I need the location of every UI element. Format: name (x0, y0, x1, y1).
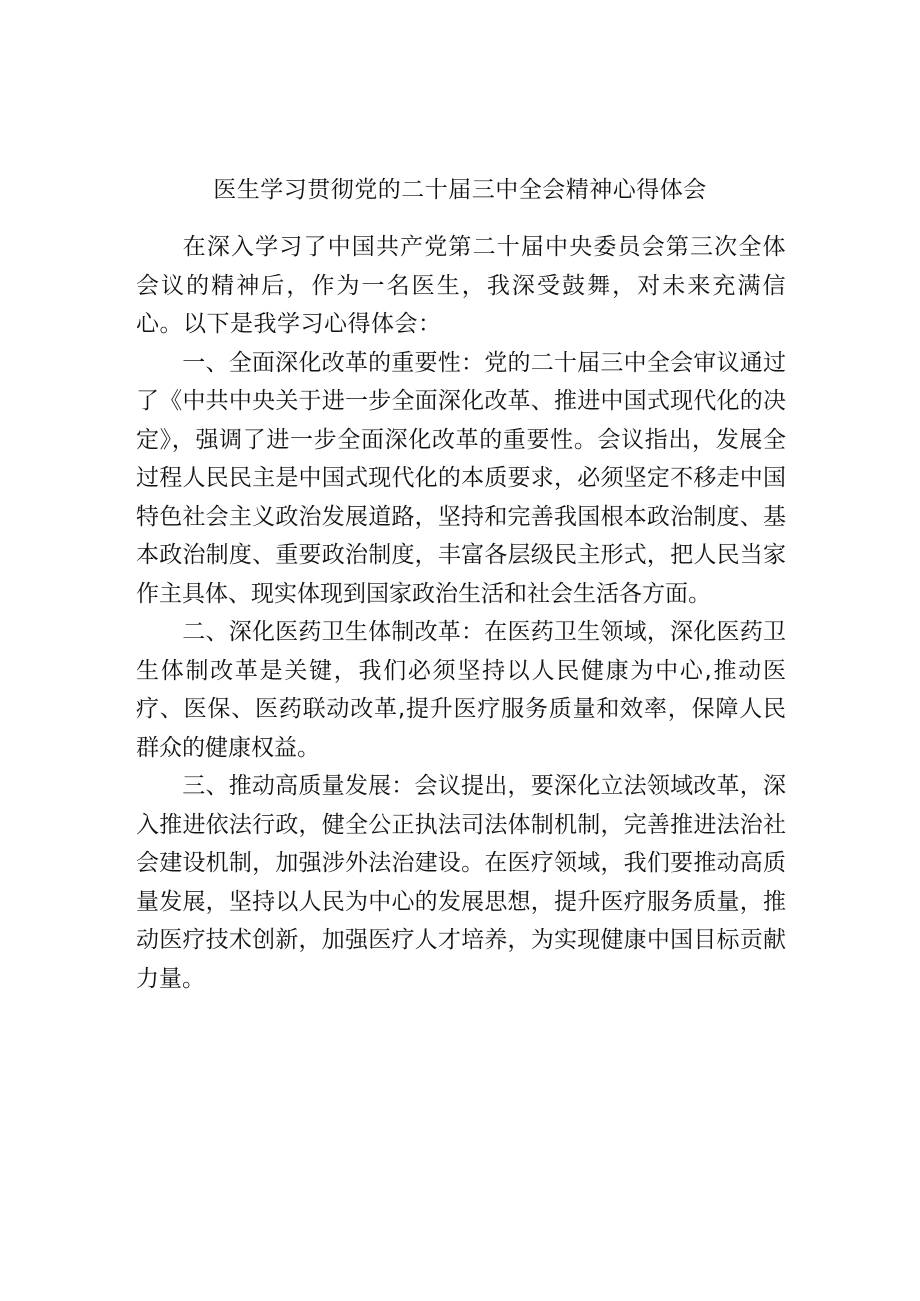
intro-text: 在深入学习了中国共产党第二十届中央委员会第三次全体会议的精神后，作为一名医生，我深受鼓舞，对未来充满信心。以下是我学习心得体会： (136, 234, 786, 337)
section-paragraph-3 (136, 767, 786, 998)
section-text-1: 一、全面深化改革的重要性：党的二十届三中全会审议通过了《中共中央关于进一步全面深化改革、推进中国式现代化的决定》，强调了进一步全面深化改革的重要性。会议指出，发展全过程人民民主是中国式现代化的本质要求，必须坚定不移走中国特色社会主义政治发展道路，坚持和完善我国根本政治制度、基本政治制度、重要政治制度，丰富各层级民主形式，把人民当家作主具体、现实体现到国家政治生活和社会生活各方面。 (136, 349, 786, 607)
section-text-2: 二、深化医药卫生体制改革：在医药卫生领域，深化医药卫生体制改革是关键，我们必须坚持以人民健康为中心,推动医疗、医保、医药联动改革,提升医疗服务质量和效率，保障人民群众的健康权益。 (136, 619, 786, 761)
document-title: 医生学习贯彻党的二十届三中全会精神心得体会 (213, 177, 707, 203)
section-paragraph-1 (136, 344, 786, 614)
section-text-3: 三、推动高质量发展：会议提出，要深化立法领域改革，深入推进依法行政，健全公正执法司法体制机制，完善推进法治社会建设机制，加强涉外法治建设。在医疗领域，我们要推动高质量发展，坚持以人民为中心的发展思想，提升医疗服务质量，推动医疗技术创新，加强医疗人才培养，为实现健康中国目标贡献力量。 (136, 773, 786, 992)
section-paragraph-2 (136, 613, 786, 767)
document-body (136, 226, 786, 998)
intro-paragraph (136, 226, 786, 344)
